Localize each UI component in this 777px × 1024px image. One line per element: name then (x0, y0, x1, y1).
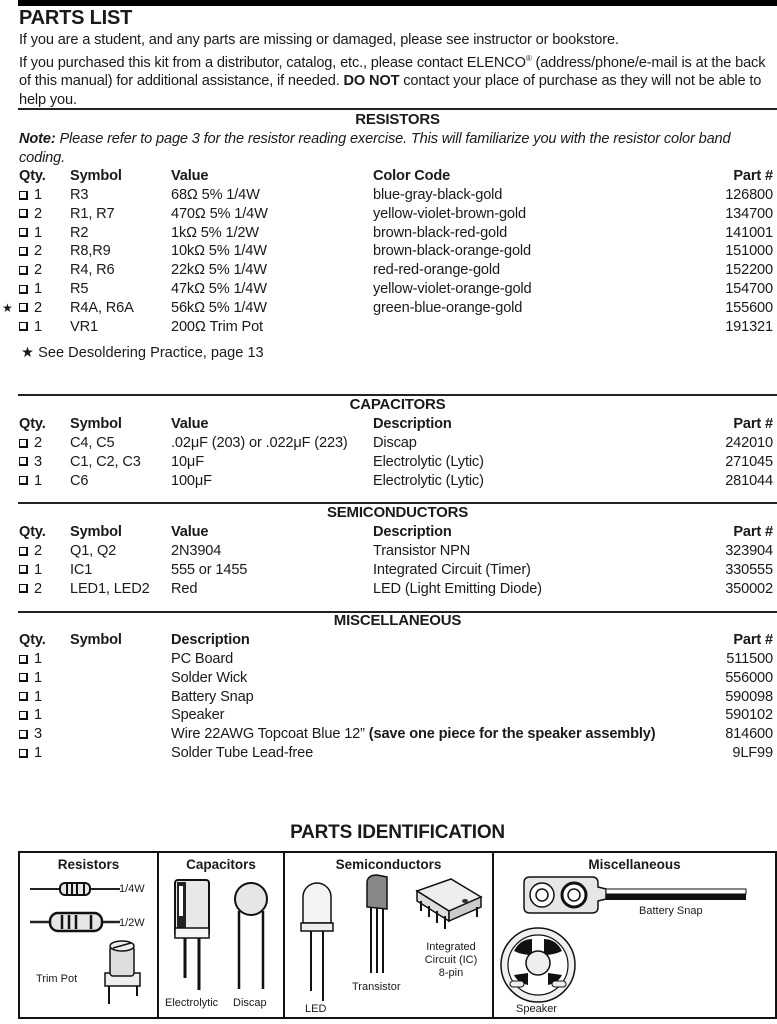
part-number-cell: 134700 (725, 205, 773, 222)
id-cell-semiconductors (285, 853, 494, 1017)
label-battery-snap: Battery Snap (639, 905, 703, 917)
label-discap: Discap (233, 997, 267, 1009)
value-cell: 555 or 1455 (171, 561, 248, 578)
resistor-table-header (0, 167, 777, 186)
checkbox-icon[interactable] (19, 711, 28, 720)
table-row (0, 580, 777, 599)
col-value: Value (171, 416, 209, 432)
table-row (0, 280, 777, 299)
table-row (0, 434, 777, 453)
description-cell (171, 744, 313, 763)
section-title-miscellaneous: MISCELLANEOUS (333, 612, 462, 629)
symbol-cell: R3 (70, 187, 89, 203)
part-number-cell: 590098 (725, 688, 773, 705)
description-cell: Electrolytic (Lytic) (373, 472, 484, 489)
part-number-cell: 350002 (725, 580, 773, 597)
qty-cell (19, 744, 42, 763)
divider (18, 108, 777, 110)
value-cell: 470Ω 5% 1/4W (171, 205, 268, 222)
description-cell (171, 669, 247, 688)
description-cell: Electrolytic (Lytic) (373, 453, 484, 470)
qty-cell (19, 706, 42, 725)
qty-value: 2 (34, 580, 42, 597)
checkbox-icon[interactable] (19, 584, 28, 593)
qty-cell (19, 688, 42, 707)
col-symbol: Symbol (70, 524, 122, 540)
semiconductor-table-header (0, 523, 777, 542)
top-rule (18, 0, 777, 6)
intro-text-c: contact your place of purchase as they will not be able to help you. (19, 73, 762, 109)
col-part: Part # (733, 416, 773, 432)
table-row (0, 650, 777, 669)
qty-cell (19, 280, 42, 299)
checkbox-icon[interactable] (19, 322, 28, 331)
table-row (0, 744, 777, 763)
checkbox-icon[interactable] (19, 247, 28, 256)
part-number-cell: 9LF99 (732, 745, 773, 761)
label-electrolytic: Electrolytic (165, 997, 219, 1009)
part-number-cell: 152200 (725, 262, 773, 279)
integrated-circuit-icon (415, 877, 483, 933)
qty-value: 1 (34, 669, 42, 686)
symbol-cell: VR1 (70, 318, 98, 335)
col-symbol: Symbol (70, 416, 122, 432)
col-part: Part # (733, 168, 773, 184)
qty-cell (19, 453, 42, 472)
star-icon: ★ (2, 300, 13, 315)
id-title-miscellaneous: Miscellaneous (588, 857, 681, 872)
description-cell (171, 706, 224, 725)
description-text: PC Board (171, 651, 234, 667)
transistor-icon (363, 873, 393, 978)
note-label: Note: (19, 131, 56, 147)
label-trim-pot: Trim Pot (36, 973, 78, 985)
col-qty: Qty. (19, 524, 46, 540)
qty-value: 2 (34, 262, 42, 279)
qty-value: 2 (34, 205, 42, 222)
value-cell: 56kΩ 5% 1/4W (171, 299, 267, 316)
qty-value: 1 (34, 745, 42, 761)
qty-value: 3 (34, 726, 42, 743)
description-bold-note: (save one piece for the speaker assembly) (364, 726, 656, 743)
table-row (0, 453, 777, 472)
id-title-resistors: Resistors (57, 857, 120, 872)
description-text: Wire 22AWG Topcoat Blue 12” (171, 726, 365, 743)
label-half-watt: 1/2W (119, 917, 145, 929)
col-part: Part # (733, 632, 773, 648)
qty-cell (19, 542, 42, 561)
value-cell: 68Ω 5% 1/4W (171, 187, 260, 203)
qty-value: 1 (34, 187, 42, 203)
part-number-cell: 155600 (725, 299, 773, 316)
id-cell-resistors (20, 853, 159, 1017)
qty-value: 3 (34, 453, 42, 470)
parts-identification-frame (18, 851, 777, 1019)
led-icon (299, 879, 335, 1004)
value-cell: 10μF (171, 453, 204, 470)
symbol-cell: R2 (70, 224, 89, 241)
section-title-capacitors: CAPACITORS (349, 396, 446, 413)
symbol-cell: R4, R6 (70, 262, 115, 279)
part-number-cell: 191321 (725, 318, 773, 335)
qty-cell (19, 561, 42, 580)
part-number-cell: 154700 (725, 281, 773, 297)
qty-cell (19, 669, 42, 688)
part-number-cell: 141001 (725, 224, 773, 241)
value-cell: 1kΩ 5% 1/2W (171, 224, 259, 241)
color-code-cell: blue-gray-black-gold (373, 187, 503, 203)
table-row (0, 205, 777, 224)
table-row (0, 542, 777, 561)
qty-cell (19, 650, 42, 669)
symbol-cell: LED1, LED2 (70, 580, 150, 597)
qty-value: 1 (34, 224, 42, 241)
col-symbol: Symbol (70, 168, 122, 184)
resistor-note (19, 130, 777, 168)
symbol-cell: C6 (70, 472, 89, 489)
color-code-cell: brown-black-orange-gold (373, 243, 531, 260)
col-value: Value (171, 524, 209, 540)
label-ic-line-2: Circuit (IC) (424, 954, 478, 966)
label-ic-line-1: Integrated (426, 941, 476, 953)
symbol-cell: R4A, R6A (70, 299, 134, 316)
table-row (0, 561, 777, 580)
battery-snap-icon (522, 875, 752, 915)
symbol-cell: Q1, Q2 (70, 543, 117, 559)
qty-value: 2 (34, 299, 42, 316)
checkbox-icon[interactable] (19, 209, 28, 218)
label-led: LED (305, 1003, 327, 1015)
qty-cell (19, 224, 42, 243)
table-row (0, 299, 777, 318)
trim-pot-icon (95, 938, 150, 1008)
color-code-cell: red-red-orange-gold (373, 262, 500, 279)
part-number-cell: 556000 (725, 669, 773, 686)
table-row (0, 186, 777, 205)
qty-cell (19, 318, 42, 337)
description-cell (171, 688, 254, 707)
table-row (0, 224, 777, 243)
checkbox-icon[interactable] (19, 655, 28, 664)
color-code-cell: brown-black-red-gold (373, 224, 508, 241)
resistor-half-watt-icon (30, 911, 120, 933)
part-number-cell: 590102 (725, 707, 773, 724)
qty-cell (19, 242, 42, 261)
label-speaker: Speaker (516, 1003, 557, 1015)
section-title-semiconductors: SEMICONDUCTORS (326, 504, 469, 521)
part-number-cell: 323904 (725, 543, 773, 559)
parts-identification-title: PARTS IDENTIFICATION (290, 822, 505, 843)
table-row (0, 725, 777, 744)
id-title-semiconductors: Semiconductors (335, 857, 442, 872)
intro-text-a: If you purchased this kit from a distributor, catalog, etc., please contact ELENCO (19, 54, 526, 71)
description-text: Speaker (171, 707, 225, 724)
part-number-cell: 271045 (725, 453, 773, 470)
qty-cell (19, 472, 42, 491)
description-cell (171, 650, 233, 669)
description-text: Solder Tube Lead-free (171, 745, 314, 761)
description-text: Battery Snap (171, 688, 254, 705)
description-cell: Discap (373, 435, 417, 451)
qty-value: 1 (34, 688, 42, 705)
symbol-cell: C4, C5 (70, 435, 115, 451)
table-row (0, 688, 777, 707)
part-number-cell: 281044 (725, 472, 773, 489)
part-number-cell: 511500 (726, 651, 773, 667)
intro-text (19, 31, 777, 110)
checkbox-icon[interactable] (19, 547, 28, 556)
table-row (0, 472, 777, 491)
symbol-cell: R8,R9 (70, 243, 111, 260)
col-qty: Qty. (19, 168, 46, 184)
discap-icon (231, 881, 271, 991)
col-description: Description (171, 632, 250, 648)
value-cell: 47kΩ 5% 1/4W (171, 281, 267, 297)
checkbox-icon[interactable] (19, 692, 28, 701)
col-description: Description (373, 416, 452, 432)
checkbox-icon[interactable] (19, 565, 28, 574)
part-number-cell: 126800 (725, 187, 773, 203)
qty-cell (19, 186, 42, 205)
symbol-cell: R1, R7 (70, 205, 115, 222)
part-number-cell: 814600 (725, 726, 773, 743)
qty-cell (19, 261, 42, 280)
value-cell: 100μF (171, 472, 212, 489)
qty-cell (19, 580, 42, 599)
label-transistor: Transistor (352, 981, 401, 993)
symbol-cell: IC1 (70, 561, 93, 578)
table-row (0, 669, 777, 688)
table-row (0, 261, 777, 280)
part-number-cell: 151000 (725, 243, 773, 260)
part-number-cell: 242010 (725, 435, 773, 451)
checkbox-icon[interactable] (19, 285, 28, 294)
electrolytic-capacitor-icon (173, 878, 213, 993)
table-row (0, 242, 777, 261)
checkbox-icon[interactable] (19, 439, 28, 448)
qty-value: 2 (34, 543, 42, 559)
qty-value: 1 (34, 651, 42, 667)
description-cell (171, 725, 655, 744)
qty-value: 1 (34, 281, 42, 297)
page-title: PARTS LIST (19, 7, 133, 29)
label-ic (421, 941, 481, 980)
desoldering-footnote: ★ See Desoldering Practice, page 13 (21, 345, 264, 361)
intro-text-b: (address/phone/e-mail is at the back of this manual) for additional assistance, if needed. (19, 54, 766, 90)
col-symbol: Symbol (70, 632, 122, 648)
color-code-cell: green-blue-orange-gold (373, 299, 523, 316)
label-ic-line-3: 8-pin (438, 967, 464, 979)
qty-cell (19, 299, 42, 318)
color-code-cell: yellow-violet-orange-gold (373, 281, 532, 297)
value-cell: 22kΩ 5% 1/4W (171, 262, 267, 279)
qty-cell (19, 725, 42, 744)
intro-warning: DO NOT (343, 73, 400, 90)
qty-value: 1 (34, 561, 42, 578)
qty-value: 1 (34, 472, 42, 489)
qty-value: 1 (34, 318, 42, 335)
speaker-icon (498, 925, 578, 1005)
checkbox-icon[interactable] (19, 228, 28, 237)
id-cell-miscellaneous (494, 853, 775, 1017)
checkbox-icon[interactable] (19, 191, 28, 200)
qty-value: 1 (34, 707, 42, 724)
registered-mark: ® (525, 53, 532, 63)
description-cell: Integrated Circuit (Timer) (373, 561, 531, 578)
section-title-resistors: RESISTORS (355, 111, 440, 128)
col-part: Part # (733, 524, 773, 540)
color-code-cell: yellow-violet-brown-gold (373, 205, 526, 222)
checkbox-icon[interactable] (19, 303, 28, 312)
value-cell: Red (171, 580, 198, 597)
note-text: Please refer to page 3 for the resistor reading exercise. This will familiarize you with the resistor color band coding. (19, 131, 731, 166)
col-color-code: Color Code (373, 168, 451, 184)
resistor-quarter-watt-icon (30, 881, 120, 897)
value-cell: 2N3904 (171, 543, 222, 559)
value-cell: .02μF (203) or .022μF (223) (171, 435, 348, 451)
label-quarter-watt: 1/4W (119, 883, 145, 895)
checkbox-icon[interactable] (19, 749, 28, 758)
part-number-cell: 330555 (725, 561, 773, 578)
col-qty: Qty. (19, 416, 46, 432)
description-cell: LED (Light Emitting Diode) (373, 580, 542, 597)
description-text: Solder Wick (171, 669, 248, 686)
checkbox-icon[interactable] (19, 457, 28, 466)
checkbox-icon[interactable] (19, 730, 28, 739)
checkbox-icon[interactable] (19, 266, 28, 275)
id-title-capacitors: Capacitors (186, 857, 256, 872)
table-row (0, 706, 777, 725)
value-cell: 10kΩ 5% 1/4W (171, 243, 267, 260)
qty-cell (19, 205, 42, 224)
qty-cell (19, 434, 42, 453)
checkbox-icon[interactable] (19, 673, 28, 682)
capacitor-table-header (0, 415, 777, 434)
qty-value: 2 (34, 435, 42, 451)
value-cell: 200Ω Trim Pot (171, 318, 263, 335)
qty-value: 2 (34, 243, 42, 260)
col-qty: Qty. (19, 632, 46, 648)
id-cell-capacitors (159, 853, 285, 1017)
intro-line-1: If you are a student, and any parts are missing or damaged, please see instructor or bookstore. (19, 32, 619, 48)
symbol-cell: R5 (70, 281, 89, 297)
col-value: Value (171, 168, 209, 184)
description-cell: Transistor NPN (373, 543, 471, 559)
table-row (0, 318, 777, 337)
checkbox-icon[interactable] (19, 476, 28, 485)
col-description: Description (373, 524, 452, 540)
symbol-cell: C1, C2, C3 (70, 453, 141, 470)
misc-table-header (0, 631, 777, 650)
intro-line-2 (19, 50, 777, 110)
